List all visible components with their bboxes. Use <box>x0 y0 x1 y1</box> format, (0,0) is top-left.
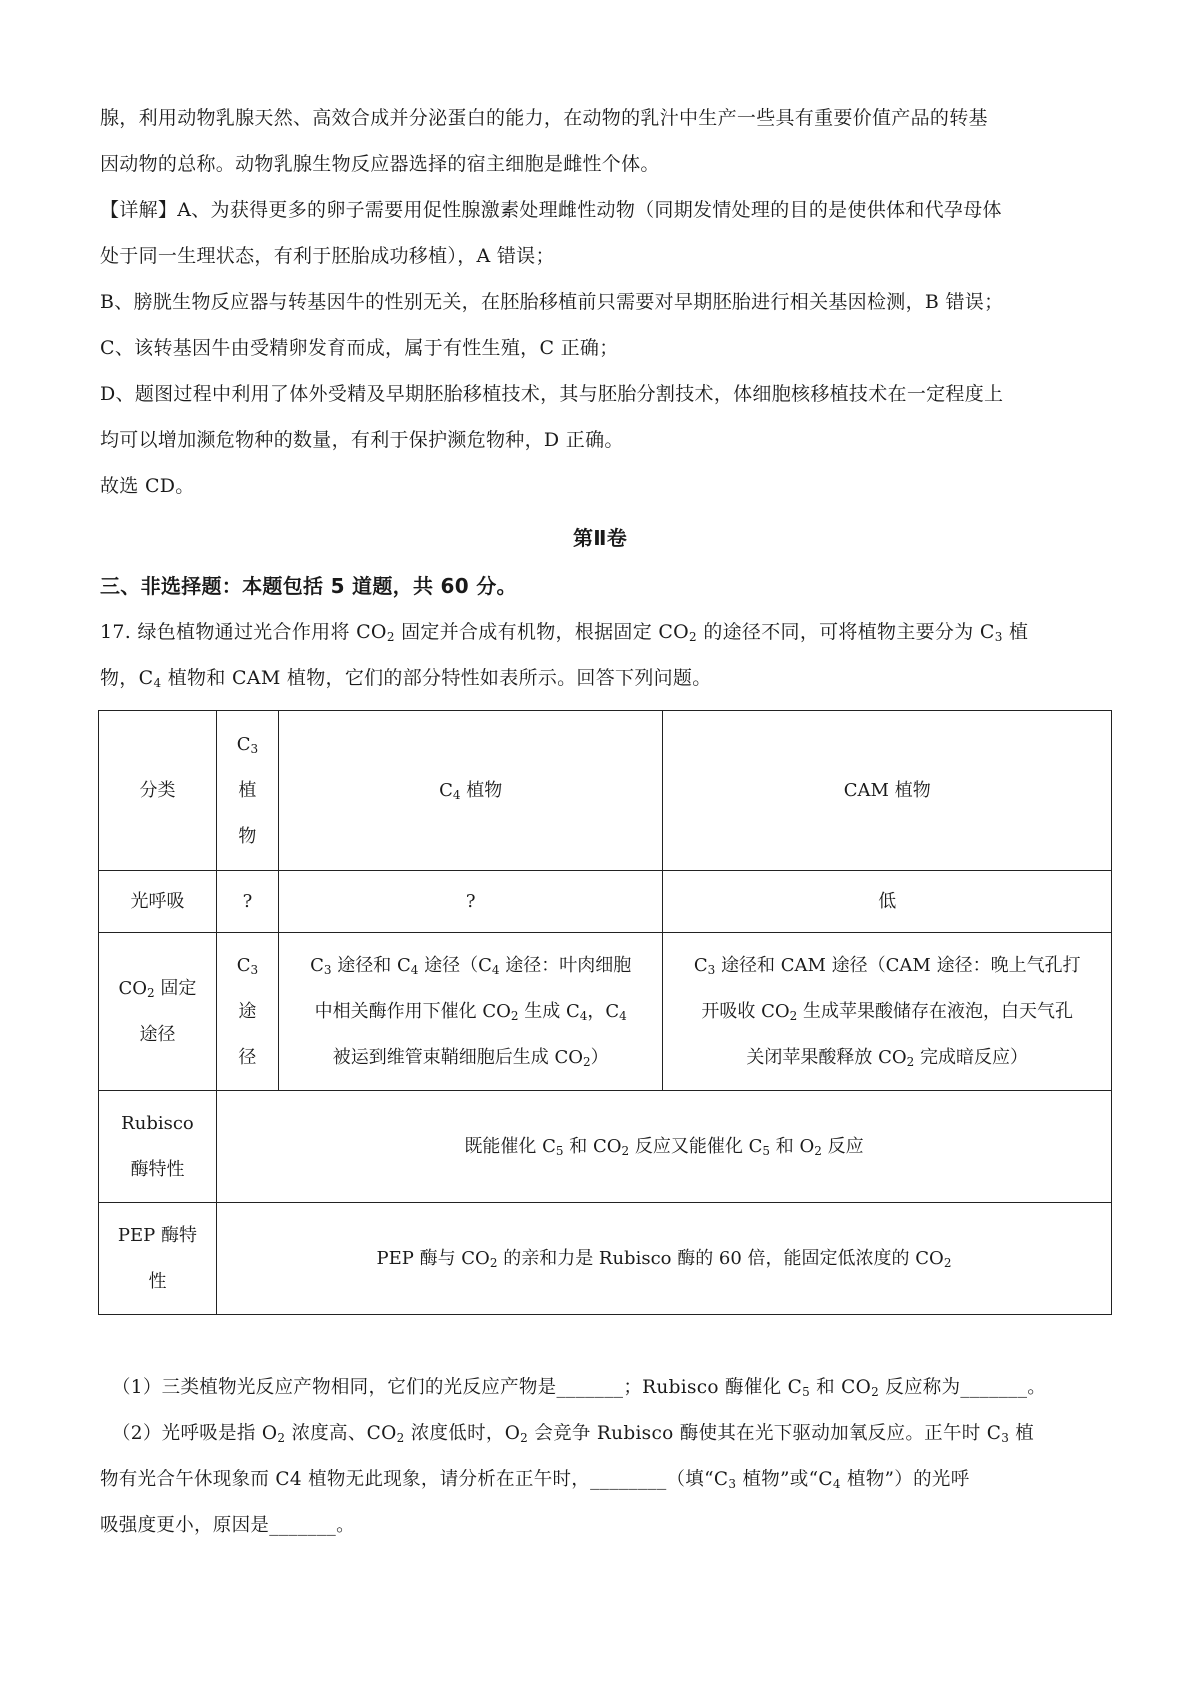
sub-question-1: （1）三类植物光反应产物相同，它们的光反应产物是_______；Rubisco 酶催化 $C_5$ 和 $CO_2$ 反应称为_______。 <box>112 1377 1047 1399</box>
row-label: Rubisco 酶特性 <box>99 1091 217 1203</box>
paragraph-line: 均可以增加濒危物种的数量，有利于保护濒危物种，D 正确。 <box>100 429 624 451</box>
answer-blank[interactable]: ________ <box>590 1469 667 1490</box>
table-header-row <box>99 711 1112 871</box>
table-cell: $C_3$ 途 径 <box>216 933 278 1091</box>
header-cell: $C_4$ 植物 <box>278 711 663 871</box>
answer-blank[interactable]: _______ <box>556 1377 624 1398</box>
header-cell: $C_3$ 植 物 <box>216 711 278 871</box>
table-row <box>99 1091 1112 1203</box>
paragraph-line: C、该转基因牛由受精卵发育而成，属于有性生殖，C 正确； <box>100 337 619 359</box>
row-label: 光呼吸 <box>99 871 217 933</box>
paragraph-line: 处于同一生理状态，有利于胚胎成功移植），A 错误； <box>100 245 555 267</box>
answer-blank[interactable]: _______ <box>960 1377 1028 1398</box>
sub-question-2: 吸强度更小，原因是_______。 <box>100 1515 355 1536</box>
table-cell: 低 <box>663 871 1112 933</box>
table-cell: $C_3$ 途径和 CAM 途径（CAM 途径：晚上气孔打 开吸收 $CO_2$ 生成苹果酸储存在液泡，白天气孔 关闭苹果酸释放 $CO_2$ 完成暗反应） <box>663 933 1112 1091</box>
header-cell: 分类 <box>99 711 217 871</box>
table-cell: ? <box>278 871 663 933</box>
table-row <box>99 933 1112 1091</box>
table-row <box>99 1203 1112 1315</box>
table-cell: PEP 酶与 $CO_2$ 的亲和力是 Rubisco 酶的 60 倍，能固定低浓度的 $CO_2$ <box>216 1203 1111 1315</box>
paragraph-line: 腺，利用动物乳腺天然、高效合成并分泌蛋白的能力，在动物的乳汁中生产一些具有重要价值产品的转基 <box>100 107 988 129</box>
table-row <box>99 871 1112 933</box>
sub-question-2: 物有光合午休现象而 C4 植物无此现象，请分析在正午时，________（填“$C_3$ 植物”或“$C_4$ 植物”）的光呼 <box>100 1469 970 1491</box>
table-cell: ? <box>216 871 278 933</box>
table-cell: 既能催化 $C_5$ 和 $CO_2$ 反应又能催化 $C_5$ 和 $O_2$ 反应 <box>216 1091 1111 1203</box>
row-label: PEP 酶特 性 <box>99 1203 217 1315</box>
row-label: $CO_2$ 固定 途径 <box>99 933 217 1091</box>
question-17-line: 物，$C_4$ 植物和 CAM 植物，它们的部分特性如表所示。回答下列问题。 <box>100 667 712 690</box>
plant-comparison-table <box>98 710 1112 1315</box>
sub-question-2: （2）光呼吸是指 $O_2$ 浓度高、$CO_2$ 浓度低时，$O_2$ 会竞争 Rubisco 酶使其在光下驱动加氧反应。正午时 $C_3$ 植 <box>112 1423 1035 1445</box>
section-heading: 三、非选择题：本题包括 5 道题，共 60 分。 <box>100 574 517 598</box>
table-cell: $C_3$ 途径和 $C_4$ 途径（$C_4$ 途径：叶肉细胞 中相关酶作用下催化 $CO_2$ 生成 $C_4$，$C_4$ 被运到维管束鞘细胞后生成 $CO_2$） <box>278 933 663 1091</box>
paragraph-line: 故选 CD。 <box>100 475 195 497</box>
section-title: 第Ⅱ卷 <box>572 526 628 550</box>
paragraph-line: 因动物的总称。动物乳腺生物反应器选择的宿主细胞是雌性个体。 <box>100 153 660 175</box>
paragraph-line: B、膀胱生物反应器与转基因牛的性别无关，在胚胎移植前只需要对早期胚胎进行相关基因检测，B 错误； <box>100 291 1004 313</box>
question-17-line: 17. 绿色植物通过光合作用将 $CO_2$ 固定并合成有机物，根据固定 $CO_2$ 的途径不同，可将植物主要分为 $C_3$ 植 <box>100 621 1029 644</box>
paragraph-line: 【详解】A、为获得更多的卵子需要用促性腺激素处理雌性动物（同期发情处理的目的是使供体和代孕母体 <box>100 199 1002 221</box>
paragraph-line: D、题图过程中利用了体外受精及早期胚胎移植技术，其与胚胎分割技术，体细胞核移植技术在一定程度上 <box>100 383 1004 405</box>
header-cell: CAM 植物 <box>663 711 1112 871</box>
answer-blank[interactable]: _______ <box>269 1515 337 1536</box>
